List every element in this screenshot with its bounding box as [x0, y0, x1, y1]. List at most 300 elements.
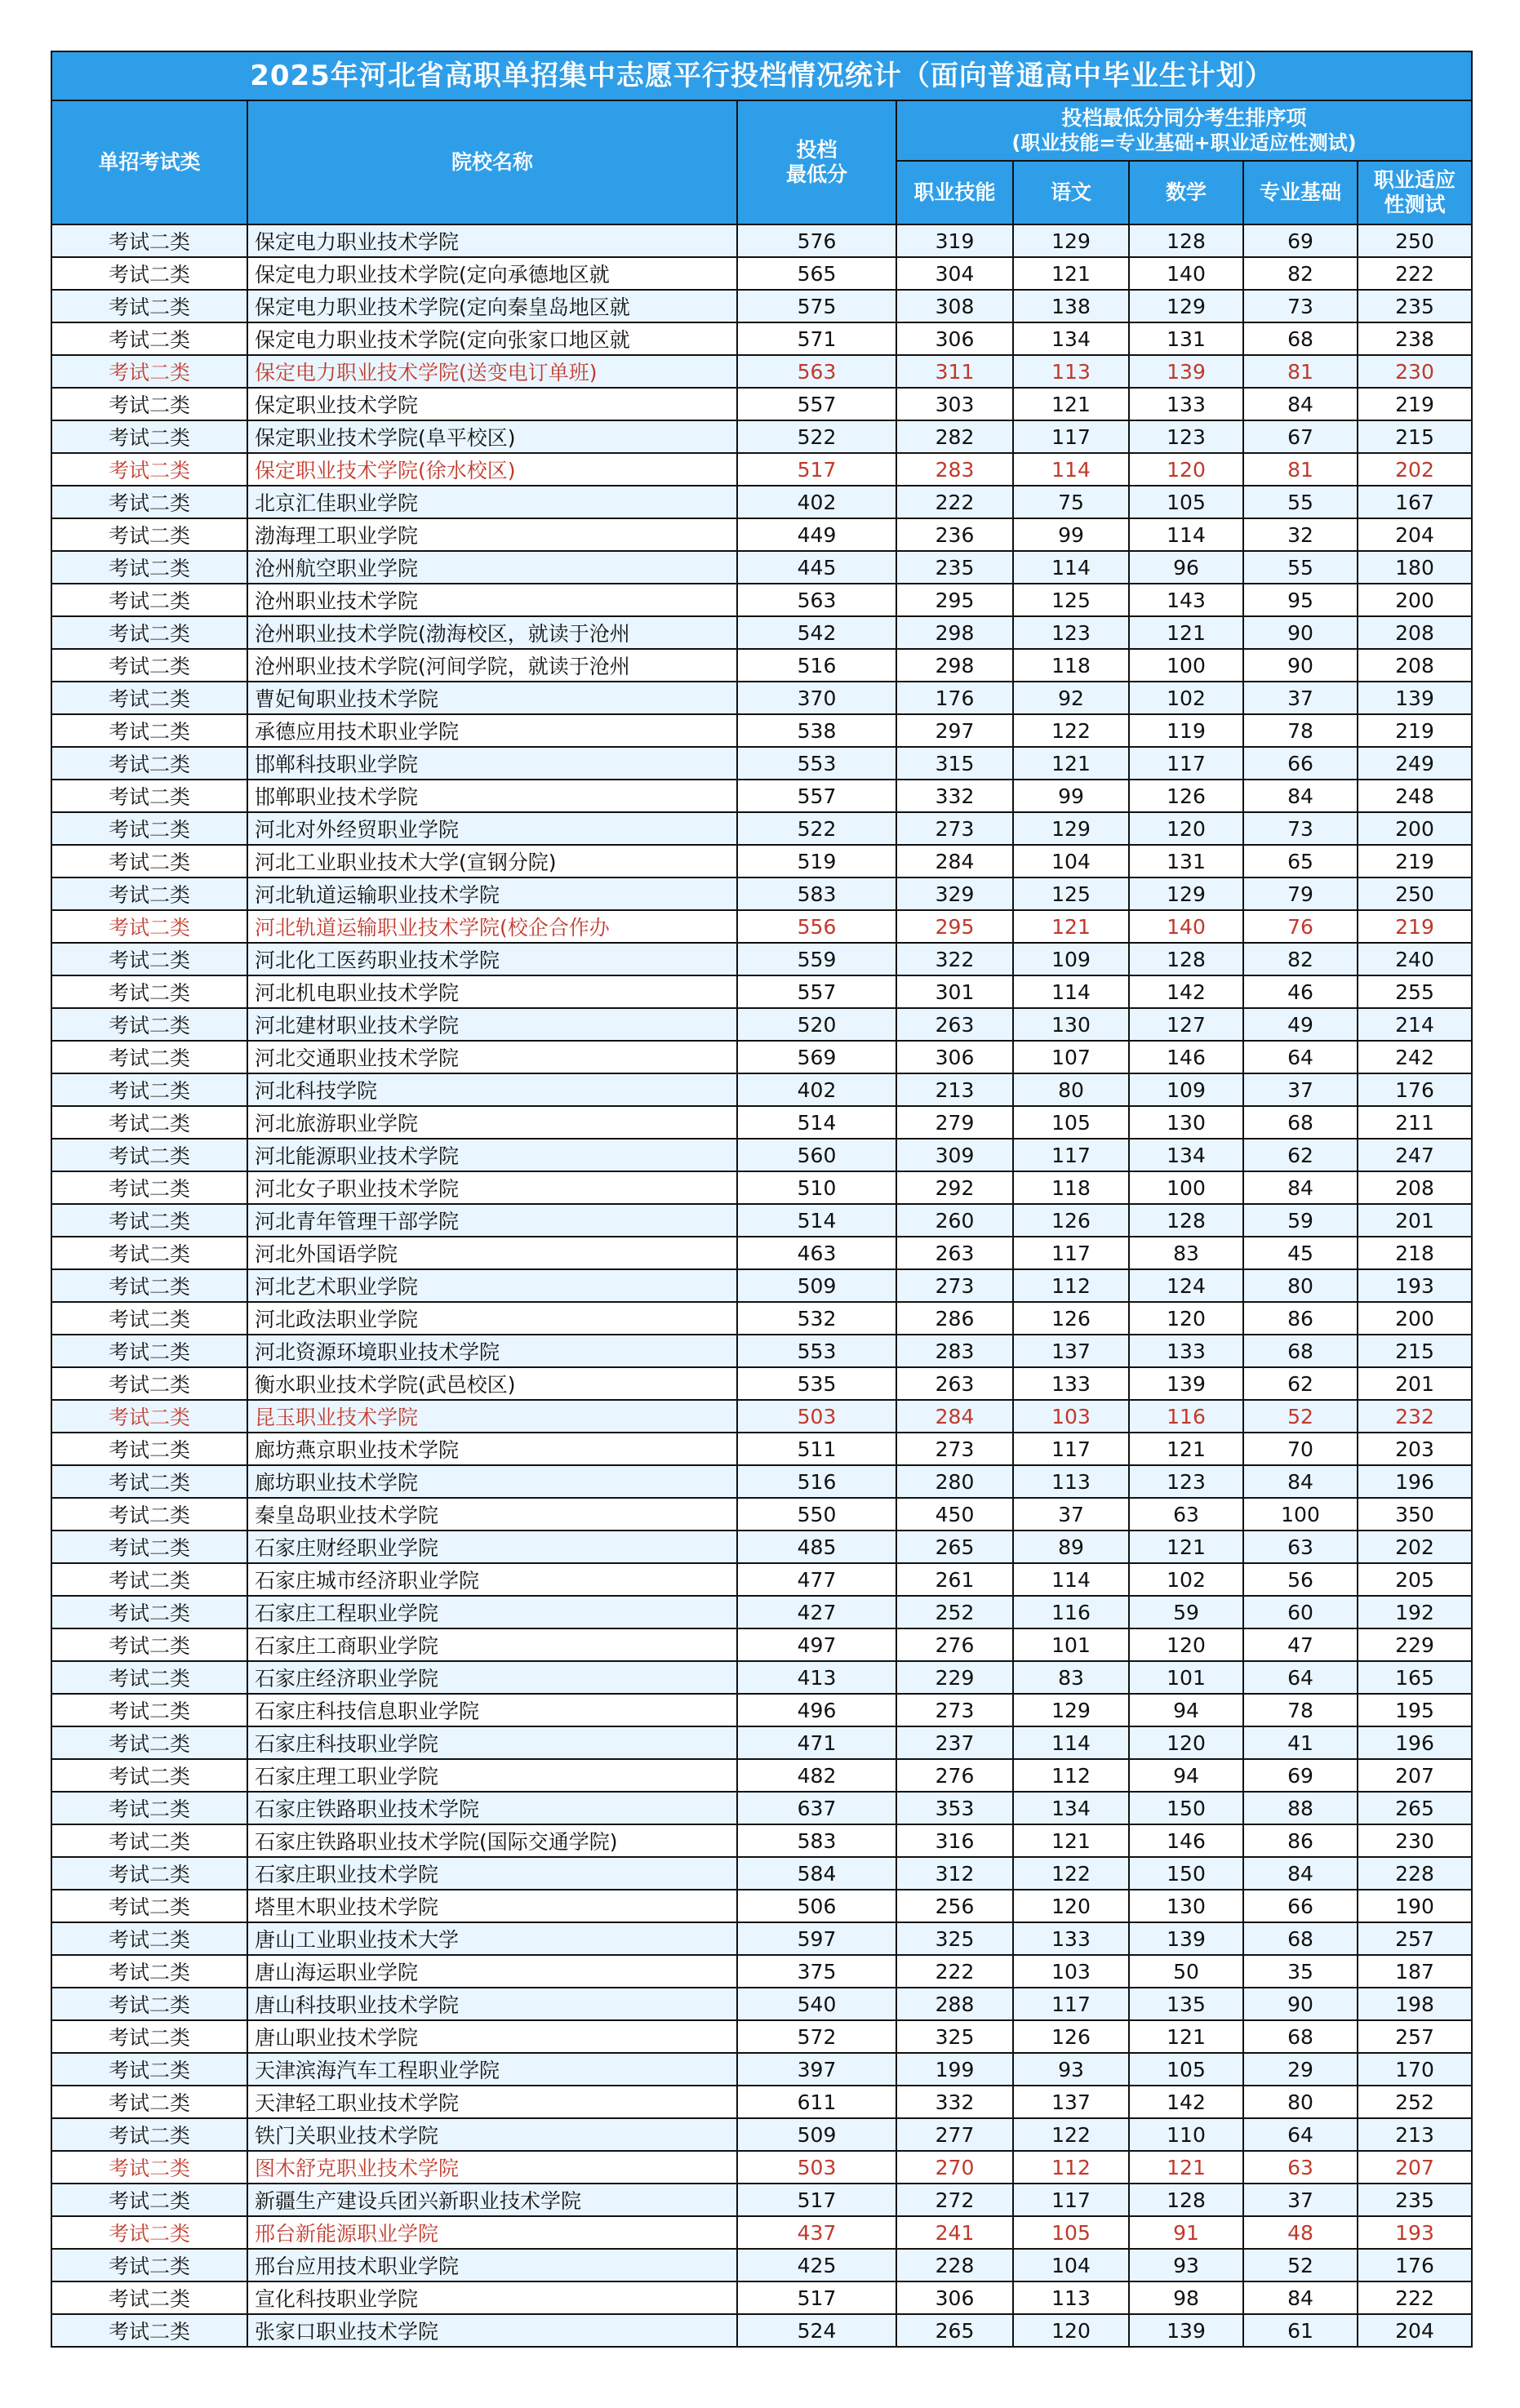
cell-category: 考试二类 — [51, 2249, 247, 2281]
table-row — [51, 1857, 1472, 1890]
cell-skill: 298 — [896, 616, 1013, 649]
cell-category: 考试二类 — [51, 1694, 247, 1726]
cell-basics: 41 — [1243, 1726, 1358, 1759]
cell-aptitude: 213 — [1358, 2118, 1472, 2151]
cell-chinese: 103 — [1013, 1400, 1129, 1433]
cell-chinese: 37 — [1013, 1498, 1129, 1531]
table-row — [51, 1890, 1472, 1922]
cell-aptitude: 232 — [1358, 1400, 1472, 1433]
cell-basics: 32 — [1243, 518, 1358, 551]
cell-category: 考试二类 — [51, 877, 247, 910]
cell-min-score: 397 — [737, 2053, 896, 2086]
cell-chinese: 101 — [1013, 1628, 1129, 1661]
cell-basics: 49 — [1243, 1008, 1358, 1041]
cell-skill: 222 — [896, 1955, 1013, 1988]
cell-basics: 68 — [1243, 2020, 1358, 2053]
cell-math: 146 — [1129, 1041, 1243, 1073]
cell-basics: 84 — [1243, 1465, 1358, 1498]
cell-math: 91 — [1129, 2216, 1243, 2249]
cell-chinese: 114 — [1013, 1726, 1129, 1759]
cell-math: 101 — [1129, 1661, 1243, 1694]
cell-min-score: 510 — [737, 1171, 896, 1204]
cell-category: 考试二类 — [51, 1433, 247, 1465]
cell-basics: 64 — [1243, 1661, 1358, 1694]
cell-school: 天津滨海汽车工程职业学院 — [247, 2053, 737, 2086]
cell-school: 铁门关职业技术学院 — [247, 2118, 737, 2151]
table-row — [51, 1988, 1472, 2020]
cell-skill: 260 — [896, 1204, 1013, 1237]
cell-min-score: 516 — [737, 1465, 896, 1498]
table-row — [51, 453, 1472, 486]
cell-category: 考试二类 — [51, 714, 247, 747]
table-row — [51, 780, 1472, 812]
cell-chinese: 117 — [1013, 2184, 1129, 2216]
cell-aptitude: 202 — [1358, 453, 1472, 486]
cell-basics: 80 — [1243, 2086, 1358, 2118]
cell-math: 121 — [1129, 1433, 1243, 1465]
cell-category: 考试二类 — [51, 1792, 247, 1824]
cell-math: 121 — [1129, 1531, 1243, 1563]
cell-category: 考试二类 — [51, 2216, 247, 2249]
cell-category: 考试二类 — [51, 2118, 247, 2151]
cell-chinese: 116 — [1013, 1596, 1129, 1628]
cell-school: 石家庄工程职业学院 — [247, 1596, 737, 1628]
cell-chinese: 92 — [1013, 682, 1129, 714]
header-aptitude-line2: 性测试 — [1384, 193, 1446, 216]
cell-chinese: 126 — [1013, 1204, 1129, 1237]
cell-aptitude: 201 — [1358, 1367, 1472, 1400]
table-row — [51, 2281, 1472, 2314]
cell-min-score: 557 — [737, 975, 896, 1008]
cell-school: 邢台新能源职业学院 — [247, 2216, 737, 2249]
cell-category: 考试二类 — [51, 649, 247, 682]
cell-aptitude: 200 — [1358, 584, 1472, 616]
cell-school: 邯郸职业技术学院 — [247, 780, 737, 812]
cell-skill: 303 — [896, 388, 1013, 420]
cell-min-score: 471 — [737, 1726, 896, 1759]
cell-skill: 276 — [896, 1628, 1013, 1661]
cell-category: 考试二类 — [51, 322, 247, 355]
cell-basics: 86 — [1243, 1302, 1358, 1335]
cell-aptitude: 247 — [1358, 1139, 1472, 1171]
header-chinese: 语文 — [1013, 161, 1129, 224]
cell-chinese: 99 — [1013, 780, 1129, 812]
cell-math: 143 — [1129, 584, 1243, 616]
cell-category: 考试二类 — [51, 290, 247, 322]
cell-chinese: 99 — [1013, 518, 1129, 551]
cell-min-score: 538 — [737, 714, 896, 747]
cell-math: 131 — [1129, 845, 1243, 877]
cell-category: 考试二类 — [51, 845, 247, 877]
cell-aptitude: 250 — [1358, 224, 1472, 257]
cell-math: 133 — [1129, 1335, 1243, 1367]
cell-min-score: 550 — [737, 1498, 896, 1531]
cell-category: 考试二类 — [51, 1171, 247, 1204]
cell-category: 考试二类 — [51, 2053, 247, 2086]
cell-skill: 325 — [896, 2020, 1013, 2053]
cell-category: 考试二类 — [51, 1498, 247, 1531]
cell-skill: 280 — [896, 1465, 1013, 1498]
cell-math: 139 — [1129, 2314, 1243, 2347]
cell-math: 105 — [1129, 486, 1243, 518]
cell-aptitude: 265 — [1358, 1792, 1472, 1824]
cell-chinese: 117 — [1013, 1139, 1129, 1171]
cell-min-score: 563 — [737, 355, 896, 388]
cell-skill: 283 — [896, 1335, 1013, 1367]
cell-category: 考试二类 — [51, 257, 247, 290]
table-row — [51, 584, 1472, 616]
cell-skill: 273 — [896, 1433, 1013, 1465]
cell-skill: 273 — [896, 812, 1013, 845]
cell-basics: 37 — [1243, 1073, 1358, 1106]
cell-min-score: 560 — [737, 1139, 896, 1171]
cell-aptitude: 205 — [1358, 1563, 1472, 1596]
table-row — [51, 845, 1472, 877]
table-row — [51, 877, 1472, 910]
cell-aptitude: 235 — [1358, 290, 1472, 322]
table-row — [51, 2020, 1472, 2053]
cell-basics: 55 — [1243, 551, 1358, 584]
cell-category: 考试二类 — [51, 1922, 247, 1955]
table-row — [51, 388, 1472, 420]
cell-aptitude: 219 — [1358, 910, 1472, 943]
cell-aptitude: 242 — [1358, 1041, 1472, 1073]
cell-skill: 228 — [896, 2249, 1013, 2281]
cell-aptitude: 215 — [1358, 1335, 1472, 1367]
cell-skill: 236 — [896, 518, 1013, 551]
cell-school: 河北外国语学院 — [247, 1237, 737, 1269]
table-row — [51, 322, 1472, 355]
table-row — [51, 1498, 1472, 1531]
cell-aptitude: 208 — [1358, 649, 1472, 682]
cell-min-score: 511 — [737, 1433, 896, 1465]
cell-chinese: 113 — [1013, 355, 1129, 388]
cell-skill: 295 — [896, 910, 1013, 943]
table-row — [51, 1204, 1472, 1237]
table-row — [51, 1531, 1472, 1563]
cell-school: 石家庄财经职业学院 — [247, 1531, 737, 1563]
cell-min-score: 482 — [737, 1759, 896, 1792]
header-rank-group — [896, 100, 1472, 161]
cell-school: 保定电力职业技术学院(定向承德地区就 — [247, 257, 737, 290]
cell-aptitude: 248 — [1358, 780, 1472, 812]
cell-math: 50 — [1129, 1955, 1243, 1988]
table-header — [51, 51, 1472, 224]
cell-min-score: 557 — [737, 388, 896, 420]
cell-math: 128 — [1129, 1204, 1243, 1237]
table-row — [51, 518, 1472, 551]
cell-chinese: 121 — [1013, 257, 1129, 290]
cell-min-score: 522 — [737, 812, 896, 845]
cell-school: 保定电力职业技术学院(定向秦皇岛地区就 — [247, 290, 737, 322]
cell-min-score: 437 — [737, 2216, 896, 2249]
cell-chinese: 118 — [1013, 1171, 1129, 1204]
cell-category: 考试二类 — [51, 224, 247, 257]
cell-math: 109 — [1129, 1073, 1243, 1106]
table-row — [51, 1171, 1472, 1204]
table-row — [51, 1628, 1472, 1661]
cell-aptitude: 240 — [1358, 943, 1472, 975]
cell-category: 考试二类 — [51, 2281, 247, 2314]
table-row — [51, 747, 1472, 780]
cell-basics: 84 — [1243, 1171, 1358, 1204]
table-row — [51, 975, 1472, 1008]
cell-min-score: 375 — [737, 1955, 896, 1988]
cell-category: 考试二类 — [51, 747, 247, 780]
cell-basics: 76 — [1243, 910, 1358, 943]
cell-basics: 37 — [1243, 682, 1358, 714]
cell-math: 119 — [1129, 714, 1243, 747]
cell-school: 石家庄科技职业学院 — [247, 1726, 737, 1759]
cell-chinese: 134 — [1013, 1792, 1129, 1824]
cell-aptitude: 200 — [1358, 812, 1472, 845]
cell-category: 考试二类 — [51, 1106, 247, 1139]
cell-chinese: 120 — [1013, 1890, 1129, 1922]
cell-skill: 222 — [896, 486, 1013, 518]
cell-basics: 29 — [1243, 2053, 1358, 2086]
cell-aptitude: 198 — [1358, 1988, 1472, 2020]
cell-min-score: 485 — [737, 1531, 896, 1563]
cell-category: 考试二类 — [51, 1759, 247, 1792]
cell-basics: 79 — [1243, 877, 1358, 910]
cell-math: 139 — [1129, 355, 1243, 388]
cell-aptitude: 255 — [1358, 975, 1472, 1008]
cell-school: 衡水职业技术学院(武邑校区) — [247, 1367, 737, 1400]
cell-chinese: 121 — [1013, 388, 1129, 420]
cell-chinese: 126 — [1013, 2020, 1129, 2053]
cell-min-score: 522 — [737, 420, 896, 453]
cell-category: 考试二类 — [51, 616, 247, 649]
cell-math: 121 — [1129, 616, 1243, 649]
cell-math: 83 — [1129, 1237, 1243, 1269]
cell-math: 131 — [1129, 322, 1243, 355]
table-row — [51, 1041, 1472, 1073]
cell-school: 廊坊燕京职业技术学院 — [247, 1433, 737, 1465]
cell-basics: 90 — [1243, 649, 1358, 682]
cell-basics: 88 — [1243, 1792, 1358, 1824]
cell-math: 121 — [1129, 2151, 1243, 2184]
cell-school: 渤海理工职业学院 — [247, 518, 737, 551]
cell-math: 100 — [1129, 649, 1243, 682]
cell-chinese: 113 — [1013, 2281, 1129, 2314]
table-row — [51, 551, 1472, 584]
cell-skill: 284 — [896, 845, 1013, 877]
cell-chinese: 133 — [1013, 1367, 1129, 1400]
cell-math: 94 — [1129, 1694, 1243, 1726]
cell-aptitude: 176 — [1358, 1073, 1472, 1106]
cell-skill: 297 — [896, 714, 1013, 747]
cell-min-score: 571 — [737, 322, 896, 355]
cell-school: 沧州航空职业学院 — [247, 551, 737, 584]
cell-skill: 309 — [896, 1139, 1013, 1171]
cell-min-score: 565 — [737, 257, 896, 290]
cell-basics: 90 — [1243, 616, 1358, 649]
cell-skill: 213 — [896, 1073, 1013, 1106]
header-category: 单招考试类 — [51, 100, 247, 224]
cell-min-score: 477 — [737, 1563, 896, 1596]
cell-school: 曹妃甸职业技术学院 — [247, 682, 737, 714]
cell-min-score: 425 — [737, 2249, 896, 2281]
cell-category: 考试二类 — [51, 355, 247, 388]
cell-basics: 90 — [1243, 1988, 1358, 2020]
table-row — [51, 2314, 1472, 2347]
cell-basics: 100 — [1243, 1498, 1358, 1531]
cell-chinese: 113 — [1013, 1465, 1129, 1498]
cell-chinese: 117 — [1013, 1433, 1129, 1465]
cell-school: 唐山科技职业技术学院 — [247, 1988, 737, 2020]
cell-chinese: 121 — [1013, 910, 1129, 943]
cell-basics: 45 — [1243, 1237, 1358, 1269]
cell-category: 考试二类 — [51, 1596, 247, 1628]
cell-min-score: 413 — [737, 1661, 896, 1694]
header-school: 院校名称 — [247, 100, 737, 224]
cell-basics: 81 — [1243, 355, 1358, 388]
cell-chinese: 117 — [1013, 420, 1129, 453]
cell-aptitude: 214 — [1358, 1008, 1472, 1041]
header-min-score-line2: 最低分 — [785, 162, 847, 186]
cell-skill: 273 — [896, 1694, 1013, 1726]
cell-min-score: 519 — [737, 845, 896, 877]
cell-school: 邯郸科技职业学院 — [247, 747, 737, 780]
table-row — [51, 682, 1472, 714]
cell-skill: 256 — [896, 1890, 1013, 1922]
cell-aptitude: 196 — [1358, 1726, 1472, 1759]
cell-math: 139 — [1129, 1922, 1243, 1955]
cell-school: 沧州职业技术学院(河间学院，就读于沧州 — [247, 649, 737, 682]
cell-school: 河北工业职业技术大学(宣钢分院) — [247, 845, 737, 877]
cell-min-score: 509 — [737, 1269, 896, 1302]
cell-min-score: 517 — [737, 2184, 896, 2216]
cell-min-score: 503 — [737, 1400, 896, 1433]
cell-min-score: 402 — [737, 1073, 896, 1106]
cell-chinese: 104 — [1013, 2249, 1129, 2281]
cell-category: 考试二类 — [51, 2086, 247, 2118]
cell-aptitude: 208 — [1358, 1171, 1472, 1204]
cell-school: 石家庄职业技术学院 — [247, 1857, 737, 1890]
cell-category: 考试二类 — [51, 1726, 247, 1759]
cell-math: 120 — [1129, 453, 1243, 486]
cell-aptitude: 204 — [1358, 2314, 1472, 2347]
cell-basics: 56 — [1243, 1563, 1358, 1596]
header-skill: 职业技能 — [896, 161, 1013, 224]
cell-min-score: 553 — [737, 1335, 896, 1367]
cell-math: 98 — [1129, 2281, 1243, 2314]
header-rank-group-line1: 投档最低分同分考生排序项 — [1061, 106, 1307, 130]
cell-skill: 322 — [896, 943, 1013, 975]
cell-aptitude: 350 — [1358, 1498, 1472, 1531]
cell-category: 考试二类 — [51, 1302, 247, 1335]
cell-chinese: 83 — [1013, 1661, 1129, 1694]
cell-skill: 263 — [896, 1237, 1013, 1269]
cell-math: 123 — [1129, 1465, 1243, 1498]
cell-chinese: 104 — [1013, 845, 1129, 877]
cell-min-score: 517 — [737, 2281, 896, 2314]
cell-basics: 48 — [1243, 2216, 1358, 2249]
header-rank-group-line2: (职业技能=专业基础+职业适应性测试) — [1011, 131, 1357, 154]
cell-aptitude: 218 — [1358, 1237, 1472, 1269]
cell-basics: 69 — [1243, 1759, 1358, 1792]
table-row — [51, 2053, 1472, 2086]
cell-math: 130 — [1129, 1106, 1243, 1139]
table-row — [51, 290, 1472, 322]
cell-min-score: 463 — [737, 1237, 896, 1269]
cell-category: 考试二类 — [51, 1073, 247, 1106]
cell-chinese: 109 — [1013, 943, 1129, 975]
cell-skill: 325 — [896, 1922, 1013, 1955]
cell-basics: 52 — [1243, 2249, 1358, 2281]
cell-basics: 78 — [1243, 1694, 1358, 1726]
cell-school: 石家庄铁路职业技术学院 — [247, 1792, 737, 1824]
cell-chinese: 133 — [1013, 1922, 1129, 1955]
table-row — [51, 1073, 1472, 1106]
cell-basics: 95 — [1243, 584, 1358, 616]
header-basics: 专业基础 — [1243, 161, 1358, 224]
cell-aptitude: 250 — [1358, 877, 1472, 910]
table-title: 2025年河北省高职单招集中志愿平行投档情况统计（面向普通高中毕业生计划） — [51, 51, 1472, 100]
cell-aptitude: 252 — [1358, 2086, 1472, 2118]
cell-chinese: 80 — [1013, 1073, 1129, 1106]
cell-math: 121 — [1129, 2020, 1243, 2053]
cell-skill: 284 — [896, 1400, 1013, 1433]
cell-math: 110 — [1129, 2118, 1243, 2151]
cell-basics: 46 — [1243, 975, 1358, 1008]
cell-basics: 82 — [1243, 257, 1358, 290]
cell-math: 123 — [1129, 420, 1243, 453]
cell-school: 沧州职业技术学院(渤海校区，就读于沧州 — [247, 616, 737, 649]
cell-skill: 301 — [896, 975, 1013, 1008]
cell-basics: 62 — [1243, 1139, 1358, 1171]
cell-basics: 84 — [1243, 1857, 1358, 1890]
table-row — [51, 1465, 1472, 1498]
cell-math: 140 — [1129, 257, 1243, 290]
cell-min-score: 553 — [737, 747, 896, 780]
table-row — [51, 420, 1472, 453]
cell-basics: 37 — [1243, 2184, 1358, 2216]
cell-skill: 304 — [896, 257, 1013, 290]
cell-skill: 272 — [896, 2184, 1013, 2216]
cell-category: 考试二类 — [51, 1824, 247, 1857]
cell-skill: 292 — [896, 1171, 1013, 1204]
cell-category: 考试二类 — [51, 1890, 247, 1922]
table-row — [51, 1563, 1472, 1596]
cell-school: 河北对外经贸职业学院 — [247, 812, 737, 845]
cell-aptitude: 230 — [1358, 355, 1472, 388]
cell-school: 唐山海运职业学院 — [247, 1955, 737, 1988]
header-aptitude-line1: 职业适应 — [1374, 168, 1456, 192]
cell-school: 昆玉职业技术学院 — [247, 1400, 737, 1433]
cell-school: 邢台应用技术职业学院 — [247, 2249, 737, 2281]
cell-category: 考试二类 — [51, 2020, 247, 2053]
table-row — [51, 1922, 1472, 1955]
cell-aptitude: 202 — [1358, 1531, 1472, 1563]
cell-skill: 276 — [896, 1759, 1013, 1792]
table-row — [51, 1367, 1472, 1400]
cell-aptitude: 257 — [1358, 2020, 1472, 2053]
cell-min-score: 532 — [737, 1302, 896, 1335]
cell-aptitude: 222 — [1358, 257, 1472, 290]
cell-math: 135 — [1129, 1988, 1243, 2020]
cell-chinese: 122 — [1013, 2118, 1129, 2151]
cell-basics: 66 — [1243, 1890, 1358, 1922]
cell-math: 146 — [1129, 1824, 1243, 1857]
cell-aptitude: 207 — [1358, 2151, 1472, 2184]
cell-category: 考试二类 — [51, 975, 247, 1008]
cell-school: 廊坊职业技术学院 — [247, 1465, 737, 1498]
cell-math: 120 — [1129, 1628, 1243, 1661]
cell-category: 考试二类 — [51, 1955, 247, 1988]
cell-basics: 68 — [1243, 1106, 1358, 1139]
cell-category: 考试二类 — [51, 388, 247, 420]
